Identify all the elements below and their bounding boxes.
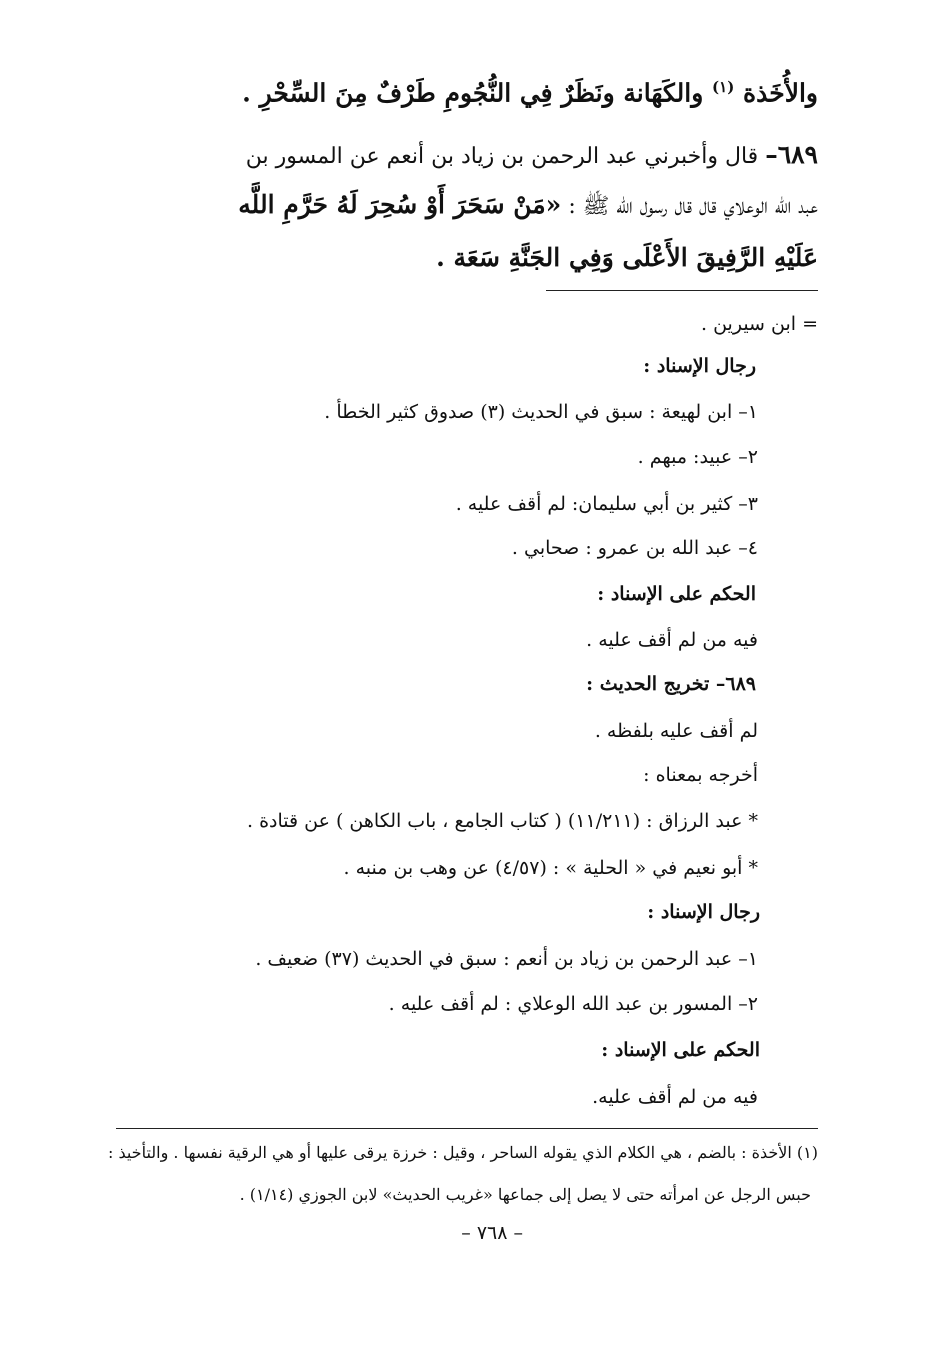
takhrij-heading: ٦٨٩– تخريج الحديث : [586,673,756,695]
hadith-number: ٦٨٩– [765,140,818,169]
takhrij-line-2: أخرجه بمعناه : [643,764,758,786]
hukm-heading-2: الحكم على الإسناد : [601,1039,760,1061]
footnote-ref: (١) [712,78,735,96]
footnote-line-1: (١) الأخذة : بالضم ، هي الكلام الذي يقوله الساحر ، وقيل : خرزة يرقى عليها أو هي الرقية نفسها . والتأخيذ : [107,1143,818,1162]
hadith-689-line-3 [436,243,818,273]
takhrij-source-2: * أبو نعيم في « الحلية » : (٤/٥٧) عن وهب بن منبه . [343,857,758,879]
page-number: – ٧٦٨ – [461,1222,523,1244]
rijal-1-item-1: ١– ابن لهيعة : سبق في الحديث (٣) صدوق كثير الخطأ . [324,401,758,423]
separator-rule [546,290,818,291]
takhrij-line-1: لم أقف عليه بلفظه . [594,720,758,742]
hadith-688-ending [242,78,818,108]
rijal-heading-1: رجال الإسناد : [643,355,756,377]
hadith-689-line-1 [115,140,818,170]
hadith-689-text-2: عبد الله الوعلاي قال قال رسول الله ﷺ : [568,194,818,219]
hadith-689-matn-1: «مَنْ سَحَرَ أَوْ سُحِرَ لَهُ حَرَّمِ اللَّه [238,190,562,219]
rijal-1-item-3: ٣– كثير بن أبي سليمان: لم أقف عليه . [455,493,758,515]
continued-note: = ابن سيرين . [701,313,818,335]
hadith-688-word: والأُخَذة [743,78,818,108]
rijal-2-item-2: ٢– المسور بن عبد الله الوعلاي : لم أقف عليه . [388,993,758,1015]
rijal-1-item-2: ٢– عبيد: مبهم . [637,446,758,468]
footnote-rule [116,1128,818,1129]
rijal-1-item-4: ٤– عبد الله بن عمرو : صحابي . [511,537,758,559]
takhrij-source-1: * عبد الرزاق : (١١/٢١١) ( كتاب الجامع ، باب الكاهن ) عن قتادة . [247,810,758,832]
hadith-689-text-1: قال وأخبرني عبد الرحمن بن زياد بن أنعم عن المسور بن [245,144,759,169]
hukm-heading-1: الحكم على الإسناد : [597,583,756,605]
hadith-689-line-2 [112,190,818,220]
rijal-heading-2: رجال الإسناد : [647,901,760,923]
hukm-text-2: فيه من لم أقف عليه. [592,1086,758,1108]
rijal-2-item-1: ١– عبد الرحمن بن زياد بن أنعم : سبق في الحديث (٣٧) ضعيف . [255,948,758,970]
hadith-689-matn-2: عَلَيْهِ الرَّفِيقَ الأَعْلَى وَفِي الجَنَّةِ سَعَة . [436,243,818,272]
footnote-line-2: حبس الرجل عن امرأته حتى لا يصل إلى جماعها «غريب الحديث» لابن الجوزي (١/١٤) . [239,1185,811,1204]
hukm-text-1: فيه من لم أقف عليه . [586,629,758,651]
hadith-688-text: والكَهَانة ونَظَرٌ فِي النُّجُومِ طَرْفٌ مِنَ السِّحْرِ . [242,78,704,108]
